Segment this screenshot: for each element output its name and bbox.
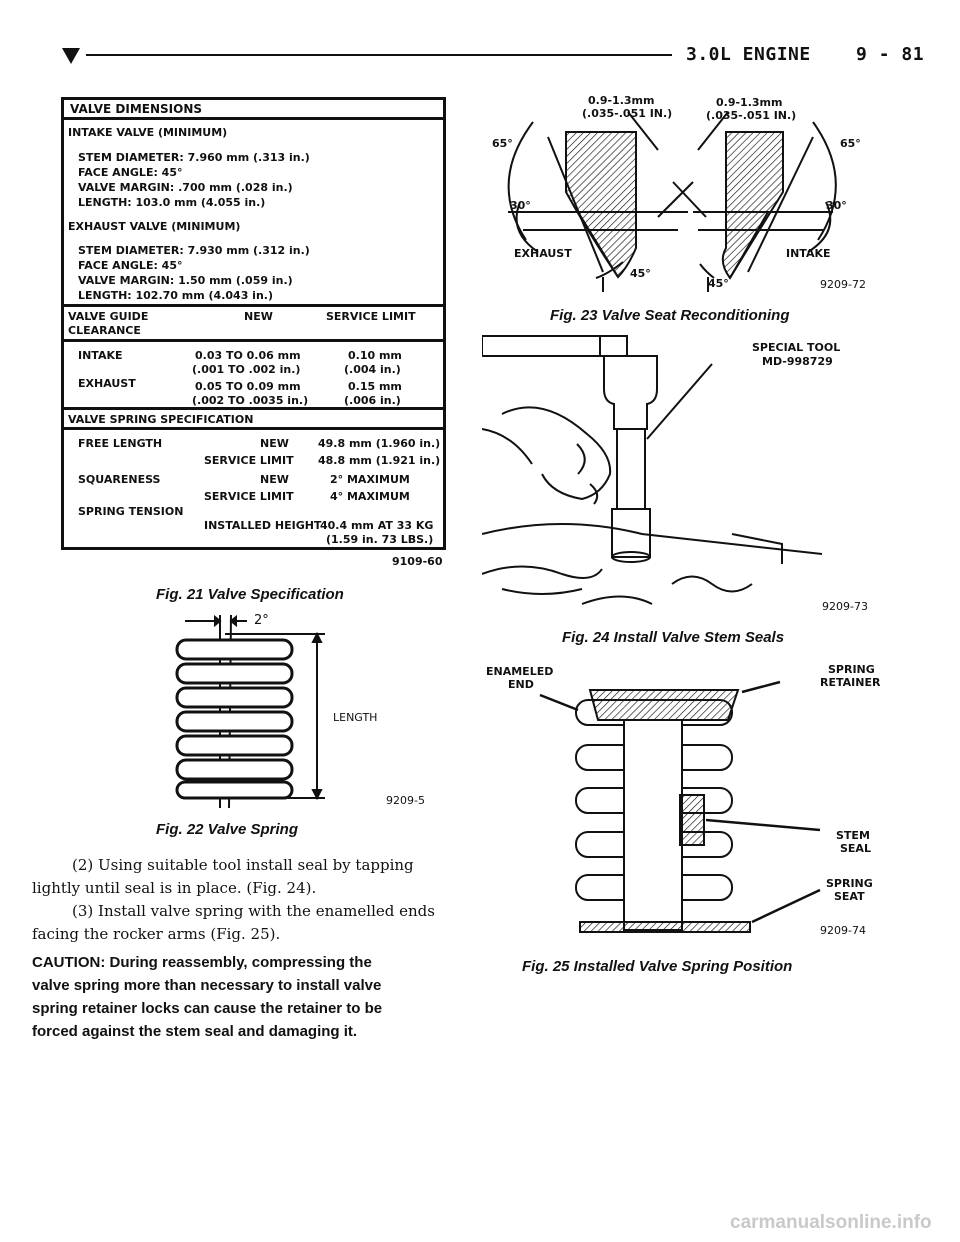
stem-seal-label-2: SEAL (840, 842, 871, 855)
watermark: carmanualsonline.info (730, 1212, 932, 1233)
guide-col-new: NEW (244, 310, 273, 323)
fig21-code: 9109-60 (392, 555, 443, 568)
intake-line: LENGTH: 103.0 mm (4.055 in.) (78, 196, 266, 209)
guide-row-limit: 0.15 mm (348, 380, 402, 393)
fig22-code: 9209-5 (386, 794, 425, 807)
intake-45-label: 45° (708, 277, 729, 290)
guide-row-limit: 0.10 mm (348, 349, 402, 362)
fig25-code: 9209-74 (820, 924, 866, 937)
exhaust-line: VALVE MARGIN: 1.50 mm (.059 in.) (78, 274, 293, 287)
caution-line2: valve spring more than necessary to install valve (32, 977, 382, 994)
seat-width-label-1b: (.035-.051 IN.) (582, 107, 673, 120)
intake-line: VALVE MARGIN: .700 mm (.028 in.) (78, 181, 293, 194)
valve-spring-illustration (165, 610, 345, 820)
special-tool-label: SPECIAL TOOL (752, 341, 841, 354)
guide-row-name: INTAKE (78, 349, 123, 362)
intake-label: INTAKE (786, 247, 831, 260)
stem-seal-install-illustration (482, 334, 822, 614)
intake-line: FACE ANGLE: 45° (78, 166, 183, 179)
special-tool-number: MD-998729 (762, 355, 833, 368)
spec-rule (64, 304, 443, 307)
valve-seat-illustration (478, 82, 898, 300)
fig22-caption: Fig. 22 Valve Spring (156, 821, 298, 838)
guide-row-new: 0.03 TO 0.06 mm (195, 349, 301, 362)
fig23-code: 9209-72 (820, 278, 866, 291)
header-rule (86, 54, 672, 56)
exhaust-65-label: 65° (492, 137, 513, 150)
spec-rule (64, 427, 443, 430)
exhaust-line: FACE ANGLE: 45° (78, 259, 183, 272)
installed-spring-illustration (480, 660, 860, 950)
exhaust-valve-heading: EXHAUST VALVE (MINIMUM) (68, 220, 241, 233)
spring-retainer-label-1: SPRING (828, 663, 875, 676)
caution-line4: forced against the stem seal and damaging it. (32, 1023, 358, 1040)
squareness-limit: 4° MAXIMUM (330, 490, 410, 503)
exhaust-line: LENGTH: 102.70 mm (4.043 in.) (78, 289, 273, 302)
service-limit-label: SERVICE LIMIT (204, 454, 294, 467)
exhaust-line: STEM DIAMETER: 7.930 mm (.312 in.) (78, 244, 310, 257)
intake-line: STEM DIAMETER: 7.960 mm (.313 in.) (78, 151, 310, 164)
guide-row-new-in: (.001 TO .002 in.) (192, 363, 301, 376)
enameled-label-1: ENAMELED (486, 665, 554, 678)
guide-row-limit-in: (.004 in.) (344, 363, 401, 376)
spec-rule (64, 339, 443, 342)
exhaust-label: EXHAUST (514, 247, 572, 260)
squareness-new: 2° MAXIMUM (330, 473, 410, 486)
spring-retainer-label-2: RETAINER (820, 676, 881, 689)
spec-title: VALVE DIMENSIONS (70, 102, 203, 116)
spring-tension-label: SPRING TENSION (78, 505, 184, 518)
valve-guide-heading: VALVE GUIDE (68, 310, 149, 323)
fig22-angle-label: 2° (254, 613, 269, 628)
installed-height-value: 40.4 mm AT 33 KG (320, 519, 434, 532)
guide-row-name: EXHAUST (78, 377, 136, 390)
exhaust-30-label: 30° (510, 199, 531, 212)
fig24-caption: Fig. 24 Install Valve Stem Seals (562, 629, 785, 646)
intake-valve-heading: INTAKE VALVE (MINIMUM) (68, 126, 228, 139)
exhaust-45-label: 45° (630, 267, 651, 280)
guide-row-new-in: (.002 TO .0035 in.) (192, 394, 309, 407)
step2-line2: lightly until seal is in place. (Fig. 24). (32, 879, 317, 897)
seat-width-label-2: 0.9-1.3mm (716, 96, 783, 109)
clearance-heading: CLEARANCE (68, 324, 141, 337)
spec-rule (64, 117, 443, 120)
free-length-limit: 48.8 mm (1.921 in.) (318, 454, 441, 467)
installed-height-label: INSTALLED HEIGHT (204, 519, 322, 532)
intake-30-label: 30° (826, 199, 847, 212)
step2-line1: (2) Using suitable tool install seal by tapping (72, 856, 414, 874)
seat-width-label-2b: (.035-.051 IN.) (706, 109, 797, 122)
spring-spec-heading: VALVE SPRING SPECIFICATION (68, 413, 254, 426)
guide-row-limit-in: (.006 in.) (344, 394, 401, 407)
service-limit-label: SERVICE LIMIT (204, 490, 294, 503)
step3-line1: (3) Install valve spring with the enamelled ends (72, 902, 435, 920)
spring-seat-label-1: SPRING (826, 877, 873, 890)
caution-line1: CAUTION: During reassembly, compressing the (32, 954, 372, 971)
enameled-label-2: END (508, 678, 534, 691)
free-length-label: FREE LENGTH (78, 437, 163, 450)
valve-specification-table (61, 97, 446, 550)
seat-width-label-1: 0.9-1.3mm (588, 94, 655, 107)
header-arrow-icon (62, 48, 80, 64)
page-header-title: 3.0L ENGINE 9 - 81 (686, 44, 925, 65)
intake-65-label: 65° (840, 137, 861, 150)
guide-row-new: 0.05 TO 0.09 mm (195, 380, 301, 393)
fig22-length-label: LENGTH (333, 711, 378, 724)
new-label: NEW (260, 473, 289, 486)
spring-seat-label-2: SEAT (834, 890, 865, 903)
spec-rule (64, 407, 443, 410)
guide-col-service-limit: SERVICE LIMIT (326, 310, 416, 323)
step3-line2: facing the rocker arms (Fig. 25). (32, 925, 281, 943)
free-length-new: 49.8 mm (1.960 in.) (318, 437, 441, 450)
fig24-code: 9209-73 (822, 600, 868, 613)
squareness-label: SQUARENESS (78, 473, 161, 486)
installed-height-value-2: (1.59 in. 73 LBS.) (326, 533, 434, 546)
fig23-caption: Fig. 23 Valve Seat Reconditioning (550, 307, 790, 324)
fig25-caption: Fig. 25 Installed Valve Spring Position (522, 958, 793, 975)
stem-seal-label-1: STEM (836, 829, 870, 842)
caution-line3: spring retainer locks can cause the retainer to be (32, 1000, 383, 1017)
new-label: NEW (260, 437, 289, 450)
fig21-caption: Fig. 21 Valve Specification (156, 586, 344, 603)
